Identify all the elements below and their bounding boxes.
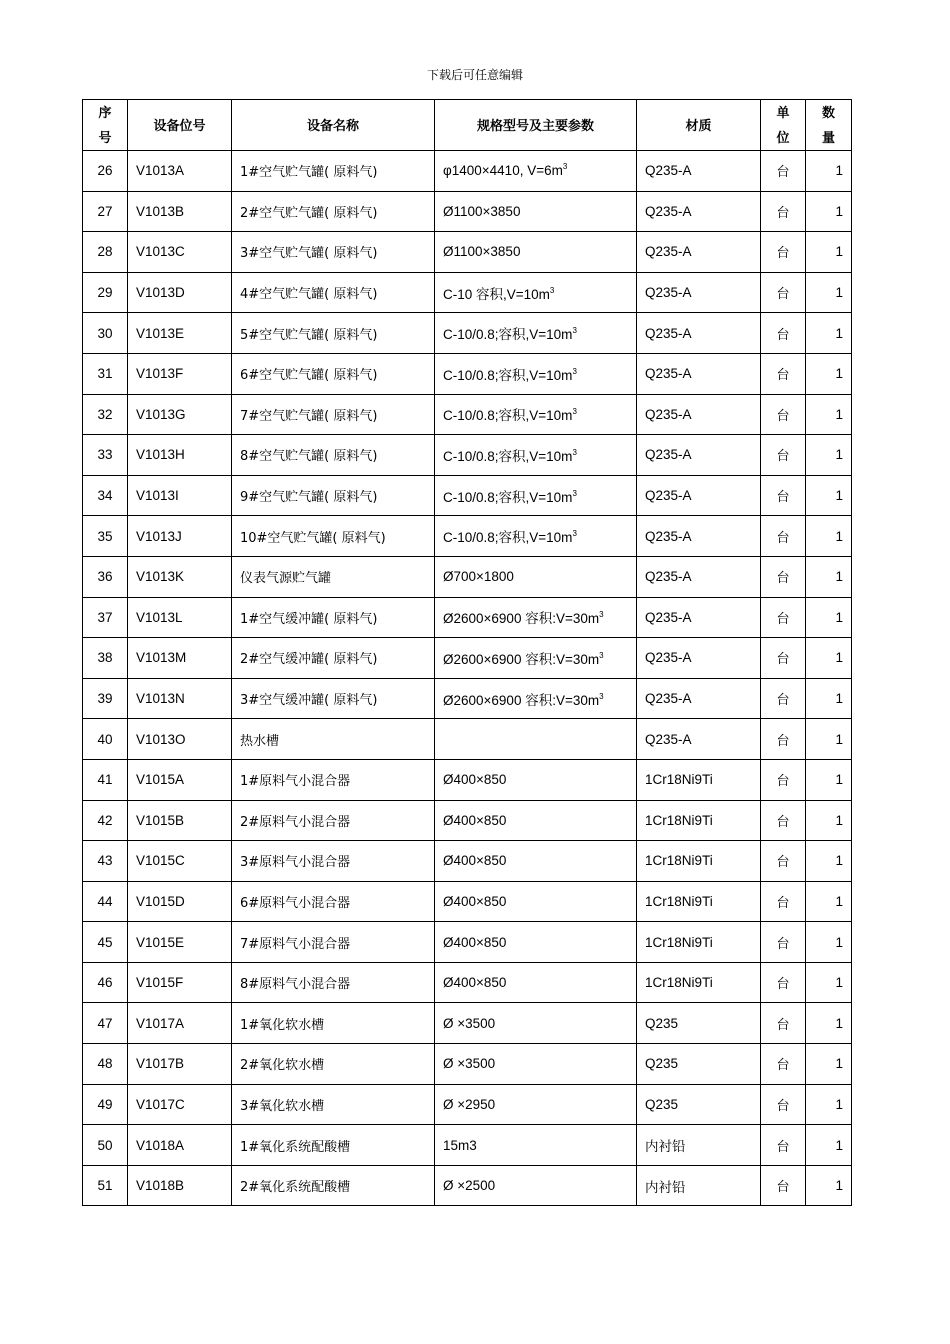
equipment-name: 4#空气贮气罐( 原料气) xyxy=(232,272,435,313)
equipment-qty: 1 xyxy=(806,151,852,192)
equipment-unit: 台 xyxy=(761,678,806,719)
equipment-qty: 1 xyxy=(806,191,852,232)
table-row xyxy=(83,719,852,760)
equipment-name: 2#氧化系统配酸槽 xyxy=(232,1165,435,1206)
page-header: 下载后可任意编辑 xyxy=(426,68,523,82)
table-row xyxy=(83,597,852,638)
equipment-spec: C-10/0.8;容积$,V=10m^3$ xyxy=(435,353,637,394)
equipment-tag: V1013C xyxy=(128,232,232,273)
equipment-unit: 台 xyxy=(761,272,806,313)
row-number: 30 xyxy=(83,313,128,354)
equipment-name: 3#空气缓冲罐( 原料气) xyxy=(232,678,435,719)
row-number: 40 xyxy=(83,719,128,760)
equipment-material: 1Cr18Ni9Ti xyxy=(637,759,761,800)
equipment-qty: 1 xyxy=(806,719,852,760)
equipment-tag: V1015E xyxy=(128,922,232,963)
equipment-unit: 台 xyxy=(761,638,806,679)
row-number: 44 xyxy=(83,881,128,922)
equipment-spec: C-10/0.8;容积$,V=10m^3$ xyxy=(435,475,637,516)
equipment-qty: 1 xyxy=(806,1084,852,1125)
equipment-tag: V1013O xyxy=(128,719,232,760)
equipment-unit: 台 xyxy=(761,1125,806,1166)
equipment-unit: 台 xyxy=(761,313,806,354)
equipment-tag: V1013H xyxy=(128,435,232,476)
table-row xyxy=(83,1084,852,1125)
table-row xyxy=(83,475,852,516)
table-row xyxy=(83,759,852,800)
table-row xyxy=(83,151,852,192)
equipment-tag: V1017A xyxy=(128,1003,232,1044)
table-row xyxy=(83,881,852,922)
row-number: 45 xyxy=(83,922,128,963)
equipment-unit: 台 xyxy=(761,1084,806,1125)
equipment-name: 3#原料气小混合器 xyxy=(232,841,435,882)
equipment-spec: Ø400×850 xyxy=(435,800,637,841)
equipment-qty: 1 xyxy=(806,638,852,679)
equipment-material: Q235-A xyxy=(637,191,761,232)
equipment-tag: V1013I xyxy=(128,475,232,516)
table-row xyxy=(83,313,852,354)
equipment-qty: 1 xyxy=(806,1003,852,1044)
equipment-name: 1#原料气小混合器 xyxy=(232,759,435,800)
equipment-tag: V1013N xyxy=(128,678,232,719)
equipment-qty: 1 xyxy=(806,232,852,273)
superscript-exponent: 3 xyxy=(599,691,604,701)
row-number: 39 xyxy=(83,678,128,719)
equipment-unit: 台 xyxy=(761,232,806,273)
equipment-name: 3#空气贮气罐( 原料气) xyxy=(232,232,435,273)
equipment-unit: 台 xyxy=(761,475,806,516)
equipment-unit: 台 xyxy=(761,1165,806,1206)
equipment-unit: 台 xyxy=(761,1044,806,1085)
table-row xyxy=(83,841,852,882)
equipment-material: 1Cr18Ni9Ti xyxy=(637,962,761,1003)
equipment-spec: Ø1100×3850 xyxy=(435,232,637,273)
equipment-unit: 台 xyxy=(761,800,806,841)
row-number: 51 xyxy=(83,1165,128,1206)
equipment-unit: 台 xyxy=(761,719,806,760)
table-header-row xyxy=(83,100,852,151)
row-number: 42 xyxy=(83,800,128,841)
equipment-material: Q235-A xyxy=(637,678,761,719)
equipment-spec: Ø400×850 xyxy=(435,841,637,882)
table-row xyxy=(83,1044,852,1085)
equipment-spec: Ø400×850 xyxy=(435,759,637,800)
equipment-spec: C-10 容积$,V=10m^3$ xyxy=(435,272,637,313)
equipment-name: 1#空气贮气罐( 原料气) xyxy=(232,151,435,192)
equipment-unit: 台 xyxy=(761,962,806,1003)
equipment-unit: 台 xyxy=(761,922,806,963)
equipment-name: 9#空气贮气罐( 原料气) xyxy=(232,475,435,516)
equipment-spec: C-10/0.8;容积$,V=10m^3$ xyxy=(435,394,637,435)
superscript-exponent: 3 xyxy=(572,488,577,498)
equipment-material: Q235-A xyxy=(637,435,761,476)
table-row xyxy=(83,1165,852,1206)
equipment-qty: 1 xyxy=(806,313,852,354)
equipment-table xyxy=(82,99,852,1206)
header-seq: 序号 xyxy=(83,100,128,151)
row-number: 46 xyxy=(83,962,128,1003)
equipment-tag: V1013A xyxy=(128,151,232,192)
equipment-tag: V1013E xyxy=(128,313,232,354)
equipment-unit: 台 xyxy=(761,435,806,476)
equipment-name: 2#空气缓冲罐( 原料气) xyxy=(232,638,435,679)
header-spec: 规格型号及主要参数 xyxy=(435,100,637,151)
equipment-tag: V1013F xyxy=(128,353,232,394)
table-row xyxy=(83,678,852,719)
row-number: 37 xyxy=(83,597,128,638)
superscript-exponent: 3 xyxy=(562,162,568,172)
equipment-qty: 1 xyxy=(806,678,852,719)
equipment-material: 内衬铅 xyxy=(637,1125,761,1166)
row-number: 49 xyxy=(83,1084,128,1125)
row-number: 47 xyxy=(83,1003,128,1044)
equipment-spec: 15m3 xyxy=(435,1125,637,1166)
row-number: 35 xyxy=(83,516,128,557)
equipment-name: 6#空气贮气罐( 原料气) xyxy=(232,353,435,394)
equipment-tag: V1013D xyxy=(128,272,232,313)
equipment-qty: 1 xyxy=(806,435,852,476)
equipment-tag: V1013G xyxy=(128,394,232,435)
equipment-spec: C-10/0.8;容积$,V=10m^3$ xyxy=(435,516,637,557)
equipment-unit: 台 xyxy=(761,841,806,882)
equipment-name: 1#空气缓冲罐( 原料气) xyxy=(232,597,435,638)
table-row xyxy=(83,556,852,597)
equipment-tag: V1015B xyxy=(128,800,232,841)
equipment-qty: 1 xyxy=(806,1044,852,1085)
equipment-tag: V1018B xyxy=(128,1165,232,1206)
equipment-material: 内衬铅 xyxy=(637,1165,761,1206)
table-row xyxy=(83,516,852,557)
equipment-material: Q235-A xyxy=(637,638,761,679)
equipment-spec: φ1400×4410, $V=6m^3$ xyxy=(435,151,637,192)
equipment-name: 8#空气贮气罐( 原料气) xyxy=(232,435,435,476)
table-row xyxy=(83,435,852,476)
row-number: 50 xyxy=(83,1125,128,1166)
equipment-material: Q235 xyxy=(637,1044,761,1085)
equipment-tag: V1013B xyxy=(128,191,232,232)
equipment-qty: 1 xyxy=(806,272,852,313)
equipment-name: 1#氧化系统配酸槽 xyxy=(232,1125,435,1166)
header-tag: 设备位号 xyxy=(128,100,232,151)
equipment-spec: Ø700×1800 xyxy=(435,556,637,597)
equipment-qty: 1 xyxy=(806,516,852,557)
equipment-spec: Ø2600×6900 容积$:V=30m^3$ xyxy=(435,597,637,638)
row-number: 31 xyxy=(83,353,128,394)
equipment-tag: V1015F xyxy=(128,962,232,1003)
equipment-qty: 1 xyxy=(806,841,852,882)
equipment-material: Q235-A xyxy=(637,272,761,313)
equipment-qty: 1 xyxy=(806,800,852,841)
equipment-name: 8#原料气小混合器 xyxy=(232,962,435,1003)
equipment-qty: 1 xyxy=(806,962,852,1003)
equipment-tag: V1017C xyxy=(128,1084,232,1125)
equipment-spec: Ø2600×6900 容积$:V=30m^3$ xyxy=(435,678,637,719)
equipment-name: 7#空气贮气罐( 原料气) xyxy=(232,394,435,435)
row-number: 36 xyxy=(83,556,128,597)
equipment-spec: Ø ×2500 xyxy=(435,1165,637,1206)
header-qty: 数量 xyxy=(806,100,852,151)
equipment-qty: 1 xyxy=(806,881,852,922)
row-number: 43 xyxy=(83,841,128,882)
equipment-unit: 台 xyxy=(761,881,806,922)
equipment-name: 5#空气贮气罐( 原料气) xyxy=(232,313,435,354)
equipment-qty: 1 xyxy=(806,475,852,516)
equipment-spec: Ø400×850 xyxy=(435,881,637,922)
equipment-name: 7#原料气小混合器 xyxy=(232,922,435,963)
superscript-exponent: 3 xyxy=(572,529,577,539)
header-unit: 单位 xyxy=(761,100,806,151)
equipment-material: 1Cr18Ni9Ti xyxy=(637,922,761,963)
table-row xyxy=(83,638,852,679)
equipment-spec: Ø ×3500 xyxy=(435,1003,637,1044)
equipment-material: Q235-A xyxy=(637,516,761,557)
equipment-name: 1#氧化软水槽 xyxy=(232,1003,435,1044)
equipment-spec: Ø ×2950 xyxy=(435,1084,637,1125)
table-row xyxy=(83,1003,852,1044)
equipment-name: 10#空气贮气罐( 原料气) xyxy=(232,516,435,557)
superscript-exponent: 3 xyxy=(599,650,604,660)
equipment-material: 1Cr18Ni9Ti xyxy=(637,881,761,922)
equipment-material: Q235 xyxy=(637,1084,761,1125)
equipment-unit: 台 xyxy=(761,191,806,232)
row-number: 29 xyxy=(83,272,128,313)
table-row xyxy=(83,800,852,841)
equipment-name: 2#空气贮气罐( 原料气) xyxy=(232,191,435,232)
equipment-name: 6#原料气小混合器 xyxy=(232,881,435,922)
row-number: 48 xyxy=(83,1044,128,1085)
equipment-unit: 台 xyxy=(761,353,806,394)
equipment-qty: 1 xyxy=(806,1125,852,1166)
equipment-unit: 台 xyxy=(761,1003,806,1044)
equipment-spec: C-10/0.8;容积$,V=10m^3$ xyxy=(435,435,637,476)
table-row xyxy=(83,272,852,313)
equipment-tag: V1018A xyxy=(128,1125,232,1166)
superscript-exponent: 3 xyxy=(572,366,577,376)
equipment-qty: 1 xyxy=(806,556,852,597)
superscript-exponent: 3 xyxy=(599,610,604,620)
equipment-material: 1Cr18Ni9Ti xyxy=(637,800,761,841)
equipment-qty: 1 xyxy=(806,597,852,638)
equipment-material: Q235-A xyxy=(637,394,761,435)
equipment-tag: V1013L xyxy=(128,597,232,638)
superscript-exponent: 3 xyxy=(572,326,577,336)
equipment-qty: 1 xyxy=(806,759,852,800)
equipment-tag: V1013J xyxy=(128,516,232,557)
equipment-tag: V1015C xyxy=(128,841,232,882)
row-number: 32 xyxy=(83,394,128,435)
equipment-name: 2#氧化软水槽 xyxy=(232,1044,435,1085)
equipment-unit: 台 xyxy=(761,556,806,597)
row-number: 33 xyxy=(83,435,128,476)
row-number: 41 xyxy=(83,759,128,800)
equipment-material: Q235-A xyxy=(637,556,761,597)
table-row xyxy=(83,962,852,1003)
row-number: 27 xyxy=(83,191,128,232)
equipment-spec: C-10/0.8;容积$,V=10m^3$ xyxy=(435,313,637,354)
row-number: 26 xyxy=(83,151,128,192)
header-material: 材质 xyxy=(637,100,761,151)
superscript-exponent: 3 xyxy=(549,285,555,295)
equipment-unit: 台 xyxy=(761,759,806,800)
equipment-tag: V1015D xyxy=(128,881,232,922)
equipment-spec: Ø ×3500 xyxy=(435,1044,637,1085)
table-row xyxy=(83,232,852,273)
equipment-unit: 台 xyxy=(761,151,806,192)
equipment-qty: 1 xyxy=(806,1165,852,1206)
superscript-exponent: 3 xyxy=(572,407,577,417)
equipment-name: 3#氧化软水槽 xyxy=(232,1084,435,1125)
equipment-name: 仪表气源贮气罐 xyxy=(232,556,435,597)
equipment-tag: V1013M xyxy=(128,638,232,679)
equipment-material: Q235-A xyxy=(637,719,761,760)
table-row xyxy=(83,922,852,963)
equipment-tag: V1015A xyxy=(128,759,232,800)
equipment-material: Q235 xyxy=(637,1003,761,1044)
equipment-spec: Ø400×850 xyxy=(435,962,637,1003)
equipment-material: Q235-A xyxy=(637,475,761,516)
equipment-spec xyxy=(435,719,637,760)
equipment-material: Q235-A xyxy=(637,151,761,192)
equipment-tag: V1013K xyxy=(128,556,232,597)
header-name: 设备名称 xyxy=(232,100,435,151)
equipment-material: Q235-A xyxy=(637,597,761,638)
equipment-qty: 1 xyxy=(806,922,852,963)
equipment-qty: 1 xyxy=(806,394,852,435)
row-number: 28 xyxy=(83,232,128,273)
row-number: 34 xyxy=(83,475,128,516)
equipment-unit: 台 xyxy=(761,516,806,557)
equipment-material: Q235-A xyxy=(637,232,761,273)
table-row xyxy=(83,394,852,435)
table-row xyxy=(83,191,852,232)
equipment-name: 2#原料气小混合器 xyxy=(232,800,435,841)
equipment-material: 1Cr18Ni9Ti xyxy=(637,841,761,882)
table-row xyxy=(83,1125,852,1166)
equipment-spec: Ø2600×6900 容积$:V=30m^3$ xyxy=(435,638,637,679)
equipment-name: 热水槽 xyxy=(232,719,435,760)
superscript-exponent: 3 xyxy=(572,447,577,457)
equipment-material: Q235-A xyxy=(637,353,761,394)
equipment-unit: 台 xyxy=(761,597,806,638)
table-row xyxy=(83,353,852,394)
equipment-spec: Ø1100×3850 xyxy=(435,191,637,232)
equipment-unit: 台 xyxy=(761,394,806,435)
equipment-qty: 1 xyxy=(806,353,852,394)
equipment-material: Q235-A xyxy=(637,313,761,354)
equipment-tag: V1017B xyxy=(128,1044,232,1085)
row-number: 38 xyxy=(83,638,128,679)
equipment-spec: Ø400×850 xyxy=(435,922,637,963)
